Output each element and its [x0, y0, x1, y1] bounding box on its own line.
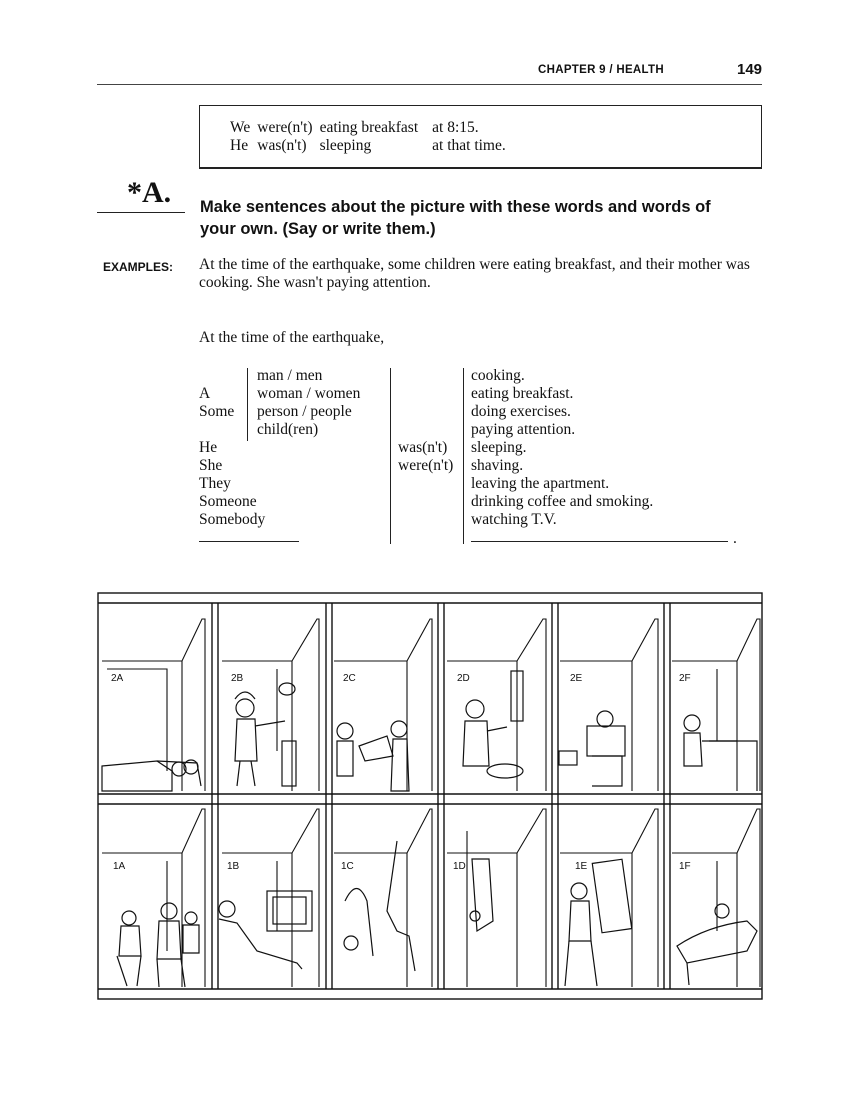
grammar-cell: sleeping [319, 137, 372, 154]
activity-word: sleeping. [471, 439, 527, 456]
verb-word: was(n't) [398, 439, 448, 456]
panel-label: 1B [227, 861, 240, 872]
exercise-label-rule [97, 212, 185, 213]
column-divider [463, 368, 464, 544]
prompt-text: At the time of the earthquake, [199, 329, 385, 346]
panel-label: 1E [575, 861, 588, 872]
panel-label: 1D [453, 861, 466, 872]
subject-word: She [199, 457, 223, 474]
panel-labels [111, 673, 691, 872]
chapter-title: CHAPTER 9 / HEALTH [538, 64, 664, 76]
panel-label: 2C [343, 673, 356, 684]
panel-label: 2B [231, 673, 244, 684]
activity-word: eating breakfast. [471, 385, 574, 402]
blank-line [199, 541, 299, 542]
panel-label: 1A [113, 861, 126, 872]
grammar-cell: were(n't) [257, 119, 313, 136]
panel-label: 2F [679, 673, 691, 684]
column-divider [247, 368, 248, 441]
panel-label: 1F [679, 861, 691, 872]
apartment-illustration [97, 591, 763, 1003]
verb-word: were(n't) [398, 457, 454, 474]
noun-word: man / men [257, 367, 323, 384]
subject-word: Somebody [199, 511, 266, 528]
grammar-row [230, 119, 513, 137]
exercise-label: *A. [127, 176, 172, 209]
activity-word: shaving. [471, 457, 524, 474]
subject-word: A [199, 385, 211, 402]
building-frame [98, 593, 762, 999]
blank-line [471, 541, 728, 542]
examples-text: At the time of the earthquake, some children were eating breakfast, and their mother was cooking. She wasn't paying attention. [199, 256, 750, 291]
examples-label: EXAMPLES: [103, 260, 174, 274]
page-number: 149 [737, 61, 763, 78]
grammar-cell: eating breakfast [319, 119, 419, 136]
exercise-instruction: Make sentences about the picture with these words and words of your own. (Say or write them.) [200, 198, 711, 238]
subject-word: They [199, 475, 231, 492]
apartment-svg [97, 591, 763, 1003]
subject-word: He [199, 439, 218, 456]
grammar-cell: He [230, 137, 249, 154]
figure-sketches [102, 671, 757, 987]
panel-label: 2A [111, 673, 124, 684]
end-period: . [733, 530, 737, 547]
activity-word: doing exercises. [471, 403, 571, 420]
activity-word: leaving the apartment. [471, 475, 610, 492]
grammar-cell: at 8:15. [432, 119, 479, 136]
activity-word: watching T.V. [471, 511, 557, 528]
bottom-row-rooms [102, 809, 760, 987]
column-divider [390, 368, 391, 544]
grammar-cell: at that time. [432, 137, 506, 154]
grammar-cell: was(n't) [257, 137, 307, 154]
noun-word: woman / women [257, 385, 361, 402]
activity-word: cooking. [471, 367, 525, 384]
noun-word: child(ren) [257, 421, 319, 438]
header-divider [97, 84, 762, 85]
grammar-box [199, 105, 762, 169]
activity-word: drinking coffee and smoking. [471, 493, 654, 510]
grammar-row [230, 137, 513, 155]
panel-label: 1C [341, 861, 354, 872]
panel-label: 2D [457, 673, 470, 684]
grammar-cell: We [230, 119, 251, 136]
top-row-rooms [102, 619, 760, 791]
panel-label: 2E [570, 673, 583, 684]
noun-word: person / people [257, 403, 352, 420]
grammar-table [230, 119, 513, 155]
subject-word: Some [199, 403, 235, 420]
activity-word: paying attention. [471, 421, 576, 438]
subject-word: Someone [199, 493, 257, 510]
